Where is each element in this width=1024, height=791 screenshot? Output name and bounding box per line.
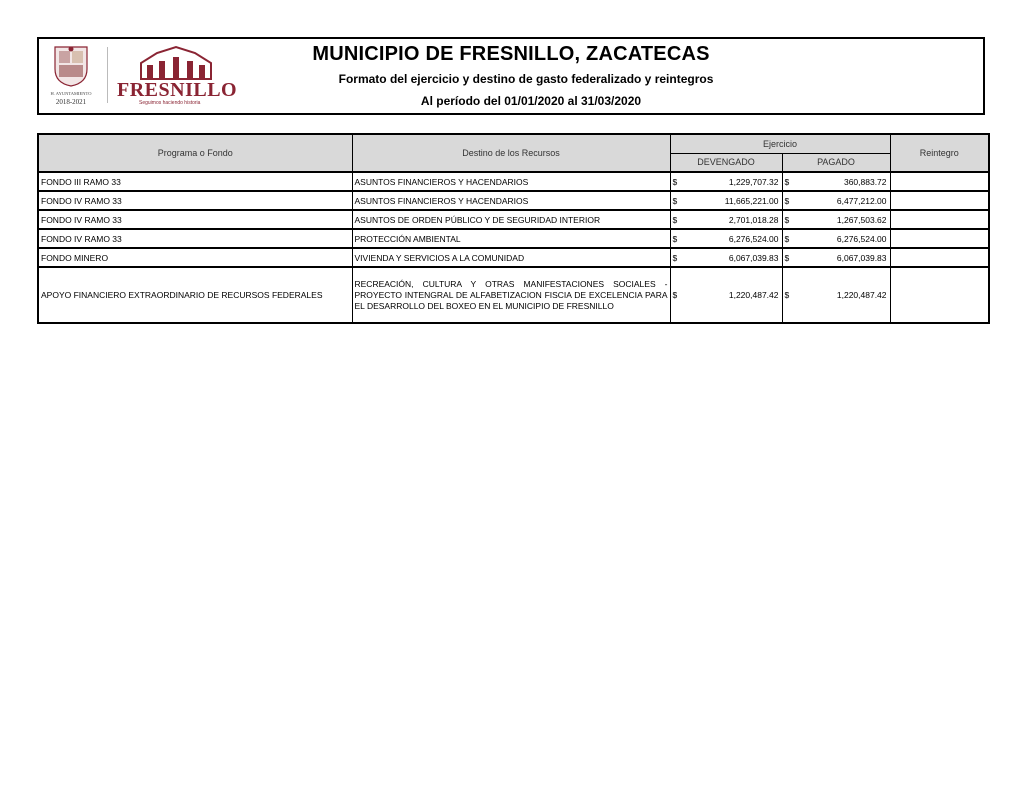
col-header-programa: Programa o Fondo bbox=[38, 134, 352, 172]
cell-programa: FONDO MINERO bbox=[38, 248, 352, 267]
cell-reintegro bbox=[890, 267, 989, 323]
col-header-devengado: DEVENGADO bbox=[670, 153, 782, 172]
cell-devengado: 11,665,221.00 bbox=[682, 191, 782, 210]
cell-currency: $ bbox=[782, 267, 794, 323]
cell-programa: FONDO III RAMO 33 bbox=[38, 172, 352, 191]
col-header-ejercicio: Ejercicio bbox=[670, 134, 890, 153]
table-row bbox=[38, 191, 989, 210]
cell-currency: $ bbox=[782, 191, 794, 210]
cell-currency: $ bbox=[782, 172, 794, 191]
table-row bbox=[38, 248, 989, 267]
cell-destino: ASUNTOS FINANCIEROS Y HACENDARIOS bbox=[352, 172, 670, 191]
cell-pagado: 6,276,524.00 bbox=[794, 229, 890, 248]
cell-programa: FONDO IV RAMO 33 bbox=[38, 229, 352, 248]
cell-pagado: 1,220,487.42 bbox=[794, 267, 890, 323]
cell-currency: $ bbox=[670, 210, 682, 229]
cell-currency: $ bbox=[670, 248, 682, 267]
data-table bbox=[37, 133, 990, 324]
page-subtitle: Formato del ejercicio y destino de gasto federalizado y reintegros bbox=[338, 72, 714, 86]
cell-currency: $ bbox=[670, 172, 682, 191]
cell-pagado: 6,067,039.83 bbox=[794, 248, 890, 267]
cell-destino: ASUNTOS FINANCIEROS Y HACENDARIOS bbox=[352, 191, 670, 210]
cell-currency: $ bbox=[782, 210, 794, 229]
report-period: Al período del 01/01/2020 al 31/03/2020 bbox=[420, 94, 642, 108]
cell-programa: FONDO IV RAMO 33 bbox=[38, 210, 352, 229]
logo-tagline: Seguimos haciendo historia bbox=[139, 100, 201, 106]
cell-pagado: 360,883.72 bbox=[794, 172, 890, 191]
col-header-destino: Destino de los Recursos bbox=[352, 134, 670, 172]
table-row bbox=[38, 229, 989, 248]
col-header-pagado: PAGADO bbox=[782, 153, 890, 172]
cell-currency: $ bbox=[782, 229, 794, 248]
cell-devengado: 6,276,524.00 bbox=[682, 229, 782, 248]
cell-reintegro bbox=[890, 172, 989, 191]
seal-caption: H. AYUNTAMIENTO bbox=[50, 91, 92, 96]
cell-devengado: 1,229,707.32 bbox=[682, 172, 782, 191]
cell-destino: RECREACIÓN, CULTURA Y OTRAS MANIFESTACIONES SOCIALES - PROYECTO INTENGRAL DE ALFABETIZACION FISCIA DE EXCELENCIA PARA EL DESARROLLO DEL BOXEO EN EL MUNICIPIO DE FRESNILLO bbox=[352, 267, 670, 323]
cell-reintegro bbox=[890, 191, 989, 210]
cell-programa: FONDO IV RAMO 33 bbox=[38, 191, 352, 210]
cell-destino: ASUNTOS DE ORDEN PÚBLICO Y DE SEGURIDAD INTERIOR bbox=[352, 210, 670, 229]
cell-pagado: 1,267,503.62 bbox=[794, 210, 890, 229]
table-row bbox=[38, 267, 989, 323]
cell-reintegro bbox=[890, 229, 989, 248]
table-row bbox=[38, 172, 989, 191]
cell-devengado: 1,220,487.42 bbox=[682, 267, 782, 323]
logo-wordmark: FRESNILLO bbox=[117, 79, 238, 101]
cell-currency: $ bbox=[782, 248, 794, 267]
cell-reintegro bbox=[890, 248, 989, 267]
table-row bbox=[38, 210, 989, 229]
cell-currency: $ bbox=[670, 229, 682, 248]
cell-currency: $ bbox=[670, 267, 682, 323]
cell-currency: $ bbox=[670, 191, 682, 210]
page-title: MUNICIPIO DE FRESNILLO, ZACATECAS bbox=[312, 43, 710, 65]
cell-programa: APOYO FINANCIERO EXTRAORDINARIO DE RECURSOS FEDERALES bbox=[38, 267, 352, 323]
col-header-reintegro: Reintegro bbox=[890, 134, 989, 172]
seal-years: 2018-2021 bbox=[55, 98, 87, 106]
cell-pagado: 6,477,212.00 bbox=[794, 191, 890, 210]
expenditure-table bbox=[37, 133, 988, 324]
cell-reintegro bbox=[890, 210, 989, 229]
cell-devengado: 6,067,039.83 bbox=[682, 248, 782, 267]
cell-destino: PROTECCIÓN AMBIENTAL bbox=[352, 229, 670, 248]
report-header bbox=[37, 37, 985, 115]
cell-destino: VIVIENDA Y SERVICIOS A LA COMUNIDAD bbox=[352, 248, 670, 267]
cell-devengado: 2,701,018.28 bbox=[682, 210, 782, 229]
